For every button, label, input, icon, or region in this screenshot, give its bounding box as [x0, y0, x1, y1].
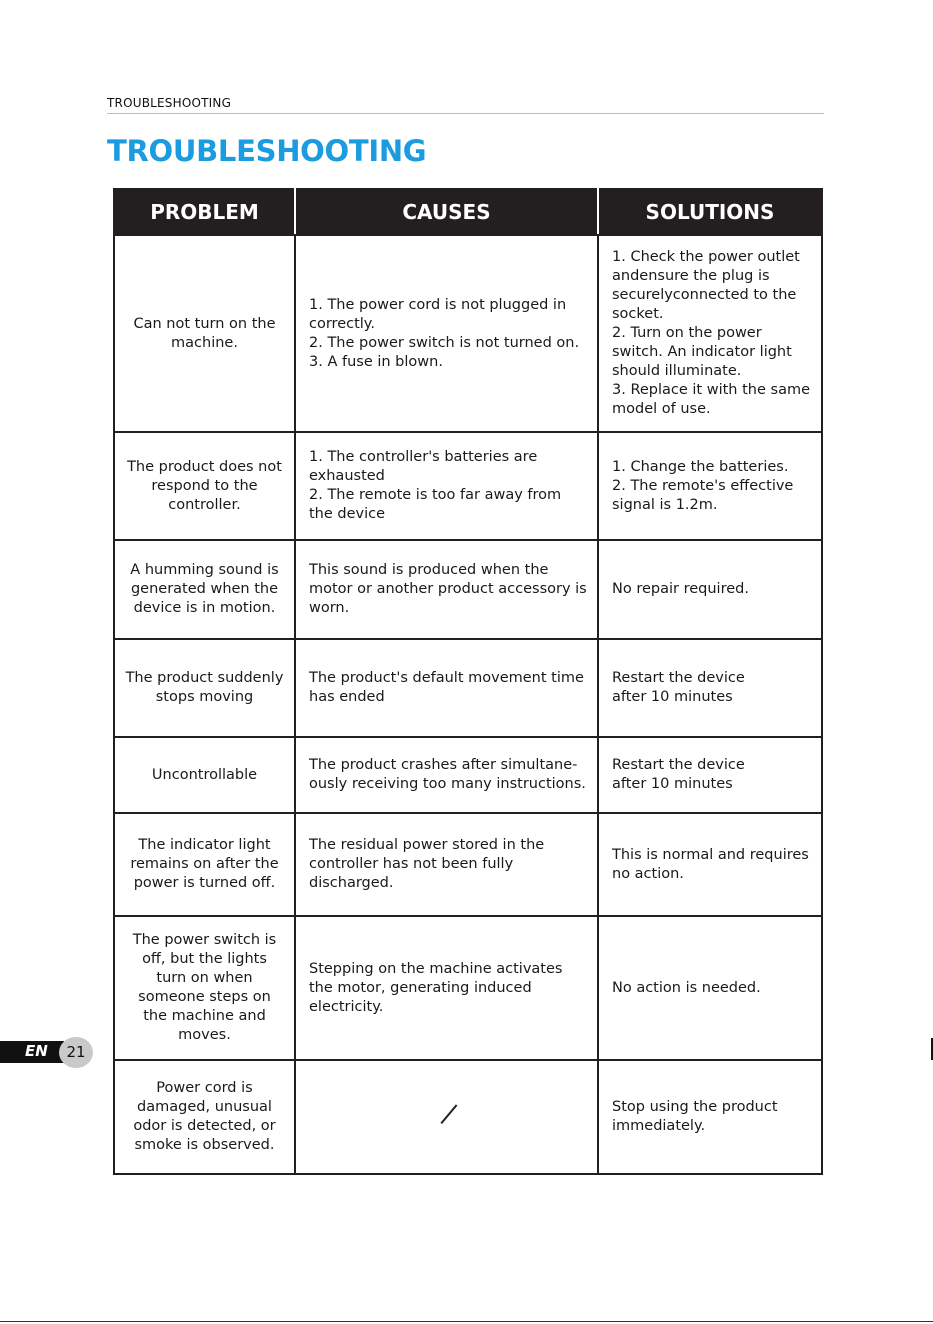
column-header-causes: CAUSES [295, 189, 598, 235]
causes-text: Stepping on the machine activates the motor, generating induced electricity. [309, 960, 563, 1015]
solutions-cell [598, 639, 822, 737]
solutions-cell [598, 737, 822, 813]
problem-text: The indicator light remains on after the power is turned off. [130, 837, 279, 891]
solutions-text: 1. Check the power outlet andensure the plug is securelyconnected to the socket. 2. Turn on the power switch. An indicator light should illuminate. 3. Replace it with the same model of use. [612, 249, 810, 417]
problem-text: The product suddenly stops moving [125, 670, 284, 705]
causes-text: 1. The controller's batteries are exhausted 2. The remote is too far away from the device [309, 449, 562, 522]
causes-text: This sound is produced when the motor or another product accessory is worn. [309, 562, 587, 616]
table-row [114, 737, 822, 813]
causes-cell [295, 813, 598, 916]
problem-cell [114, 432, 295, 540]
column-header-problem: PROBLEM [114, 189, 295, 235]
solutions-text: This is normal and requires no action. [612, 846, 809, 882]
page-title: TROUBLESHOOTING [107, 134, 427, 168]
causes-text: 1. The power cord is not plugged in correctly. 2. The power switch is not turned on. 3. A fuse in blown. [309, 296, 580, 370]
column-header-solutions: SOLUTIONS [598, 189, 822, 235]
solutions-text: No repair required. [612, 581, 749, 597]
solutions-cell [598, 432, 822, 540]
causes-cell [295, 737, 598, 813]
causes-cell [295, 540, 598, 639]
causes-cell [295, 916, 598, 1060]
problem-text: The power switch is off, but the lights turn on when someone steps on the machine and moves. [132, 932, 277, 1043]
solutions-text: No action is needed. [612, 979, 761, 996]
table-row [114, 235, 822, 432]
solutions-cell [598, 1060, 822, 1174]
problem-cell [114, 916, 295, 1060]
table-row [114, 432, 822, 540]
page-badge [0, 1037, 86, 1065]
problem-cell [114, 639, 295, 737]
bottom-divider [0, 1321, 933, 1322]
problem-cell [114, 540, 295, 639]
table-header-row [114, 189, 822, 235]
solutions-cell [598, 813, 822, 916]
causes-text: The product's default movement time has ended [309, 670, 584, 705]
problem-cell [114, 813, 295, 916]
causes-cell [295, 432, 598, 540]
header-divider [107, 113, 824, 114]
solutions-cell [598, 235, 822, 432]
table-row [114, 540, 822, 639]
problem-text: Can not turn on the machine. [133, 315, 276, 351]
troubleshooting-table [113, 188, 823, 1175]
causes-text: The product crashes after simultane-ously receiving too many instructions. [309, 757, 586, 792]
section-label: TROUBLESHOOTING [107, 96, 232, 110]
problem-text: Power cord is damaged, unusual odor is detected, or smoke is observed. [133, 1080, 276, 1153]
causes-cell [295, 1060, 598, 1174]
solutions-text: Stop using the product immediately. [612, 1099, 778, 1134]
solutions-text: Restart the device after 10 minutes [612, 670, 745, 705]
causes-cell [295, 639, 598, 737]
causes-text: The residual power stored in the controller has not been fully discharged. [309, 837, 545, 891]
table-row [114, 916, 822, 1060]
problem-text: A humming sound is generated when the device is in motion. [130, 562, 279, 616]
problem-text: The product does not respond to the controller. [127, 458, 282, 513]
problem-cell [114, 1060, 295, 1174]
table-row [114, 639, 822, 737]
page-number: 21 [59, 1037, 93, 1068]
solutions-text: Restart the device after 10 minutes [612, 757, 745, 792]
language-label: EN [25, 1042, 48, 1060]
problem-cell [114, 235, 295, 432]
table-row [114, 1060, 822, 1174]
problem-cell [114, 737, 295, 813]
solutions-cell [598, 916, 822, 1060]
solutions-cell [598, 540, 822, 639]
causes-cell [295, 235, 598, 432]
solutions-text: 1. Change the batteries. 2. The remote's effective signal is 1.2m. [612, 458, 794, 513]
problem-text: Uncontrollable [151, 766, 258, 783]
table-row [114, 813, 822, 916]
not-applicable-slash-icon [441, 1104, 458, 1123]
